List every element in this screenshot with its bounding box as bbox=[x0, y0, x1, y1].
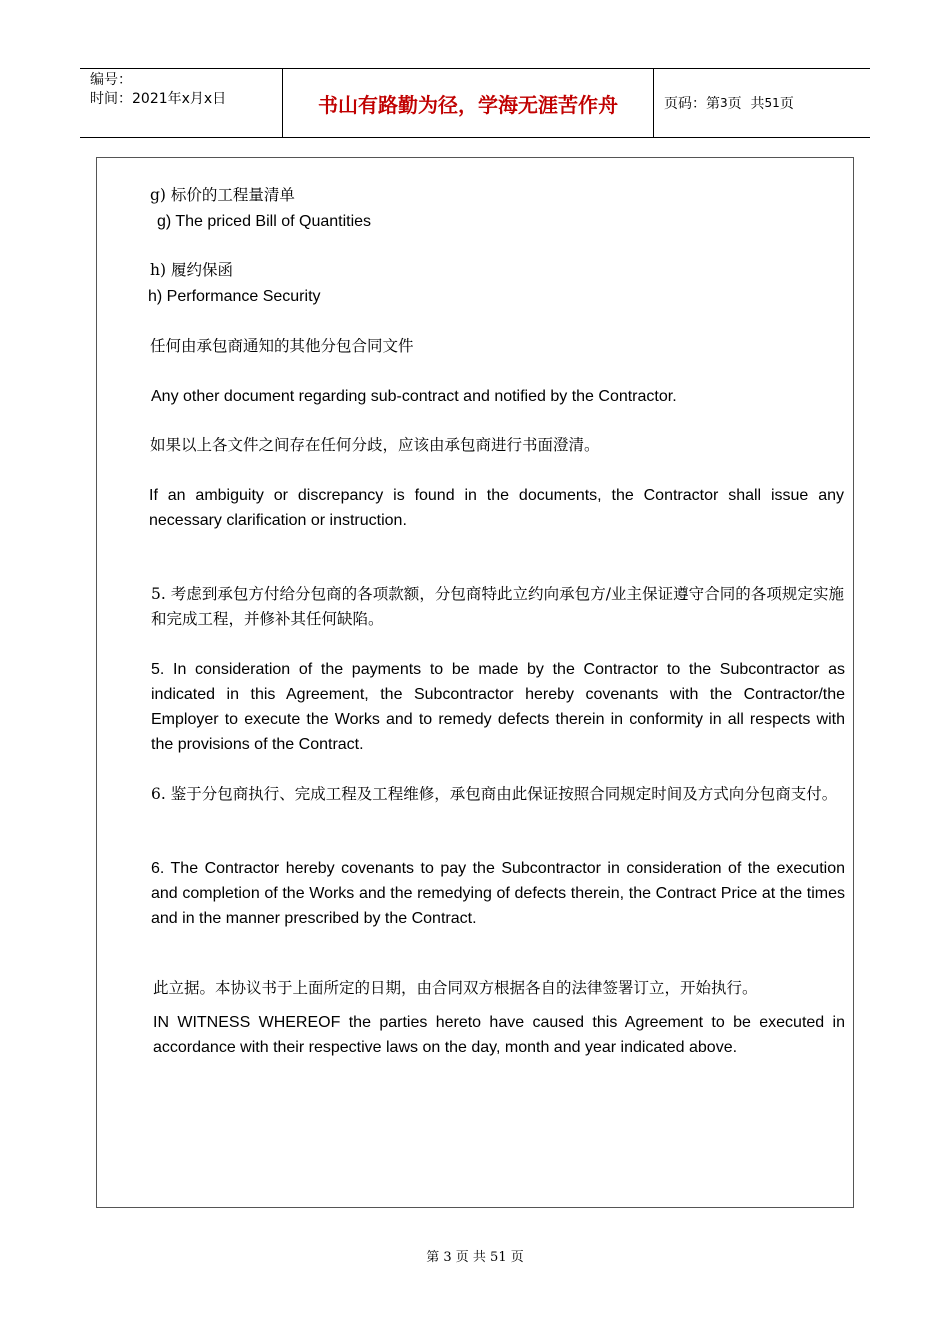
number-label: 编号： bbox=[90, 72, 132, 88]
ambiguity-en: If an ambiguity or discrepancy is found in the documents, the Contractor shall issue any necessary clarification or instruction. bbox=[149, 487, 844, 529]
item-h-en: h) Performance Security bbox=[148, 288, 321, 305]
clause-6-en: 6. The Contractor hereby covenants to pay the Subcontractor in consideration of the execution and completion of the Works and the remedying of defects therein, the Contract Price at the times and in the manner prescribed by the Contract. bbox=[151, 860, 845, 927]
page-header bbox=[80, 68, 870, 138]
time-label: 时间：2021年x月x日 bbox=[90, 91, 227, 107]
page-middle: 页 共 bbox=[727, 96, 765, 112]
ambiguity-cn: 如果以上各文件之间存在任何分歧，应该由承包商进行书面澄清。 bbox=[150, 436, 600, 454]
document-body bbox=[96, 157, 854, 1208]
witness-cn: 此立据。本协议书于上面所定的日期，由合同双方根据各自的法律签署订立，开始执行。 bbox=[153, 979, 758, 997]
header-meta bbox=[80, 69, 282, 137]
page-footer: 第 3 页 共 51 页 bbox=[426, 1250, 524, 1265]
other-docs-cn: 任何由承包商通知的其他分包合同文件 bbox=[150, 337, 414, 355]
item-h-cn: h) 履约保函 bbox=[150, 261, 233, 279]
item-g-en: g) The priced Bill of Quantities bbox=[157, 213, 372, 230]
clause-5-cn: 5. 考虑到承包方付给分包商的各项款额，分包商特此立约向承包方/业主保证遵守合同的各项规定实施和完成工程，并修补其任何缺陷。 bbox=[151, 585, 844, 628]
page-current: 3 bbox=[720, 96, 728, 110]
page-total: 51 bbox=[764, 96, 780, 110]
header-motto: 书山有路勤为径，学海无涯苦作舟 bbox=[282, 69, 654, 137]
clause-6-cn: 6. 鉴于分包商执行、完成工程及工程维修，承包商由此保证按照合同规定时间及方式向分包商支付。 bbox=[151, 785, 838, 803]
header-page-number bbox=[654, 69, 870, 137]
page-prefix: 页码：第 bbox=[664, 96, 720, 112]
other-docs-en: Any other document regarding sub-contract and notified by the Contractor. bbox=[151, 388, 677, 405]
page-suffix: 页 bbox=[779, 96, 794, 112]
witness-en: IN WITNESS WHEREOF the parties hereto have caused this Agreement to be executed in accordance with their respective laws on the day, month and year indicated above. bbox=[153, 1014, 845, 1056]
item-g-cn: g) 标价的工程量清单 bbox=[150, 186, 295, 204]
clause-5-en: 5. In consideration of the payments to be made by the Contractor to the Subcontractor as indicated in this Agreement, the Subcontractor hereby covenants with the Contractor/the Employer to execute the Works and to remedy defects therein in conformity in all respects with the provisions of the Contract. bbox=[151, 661, 845, 753]
